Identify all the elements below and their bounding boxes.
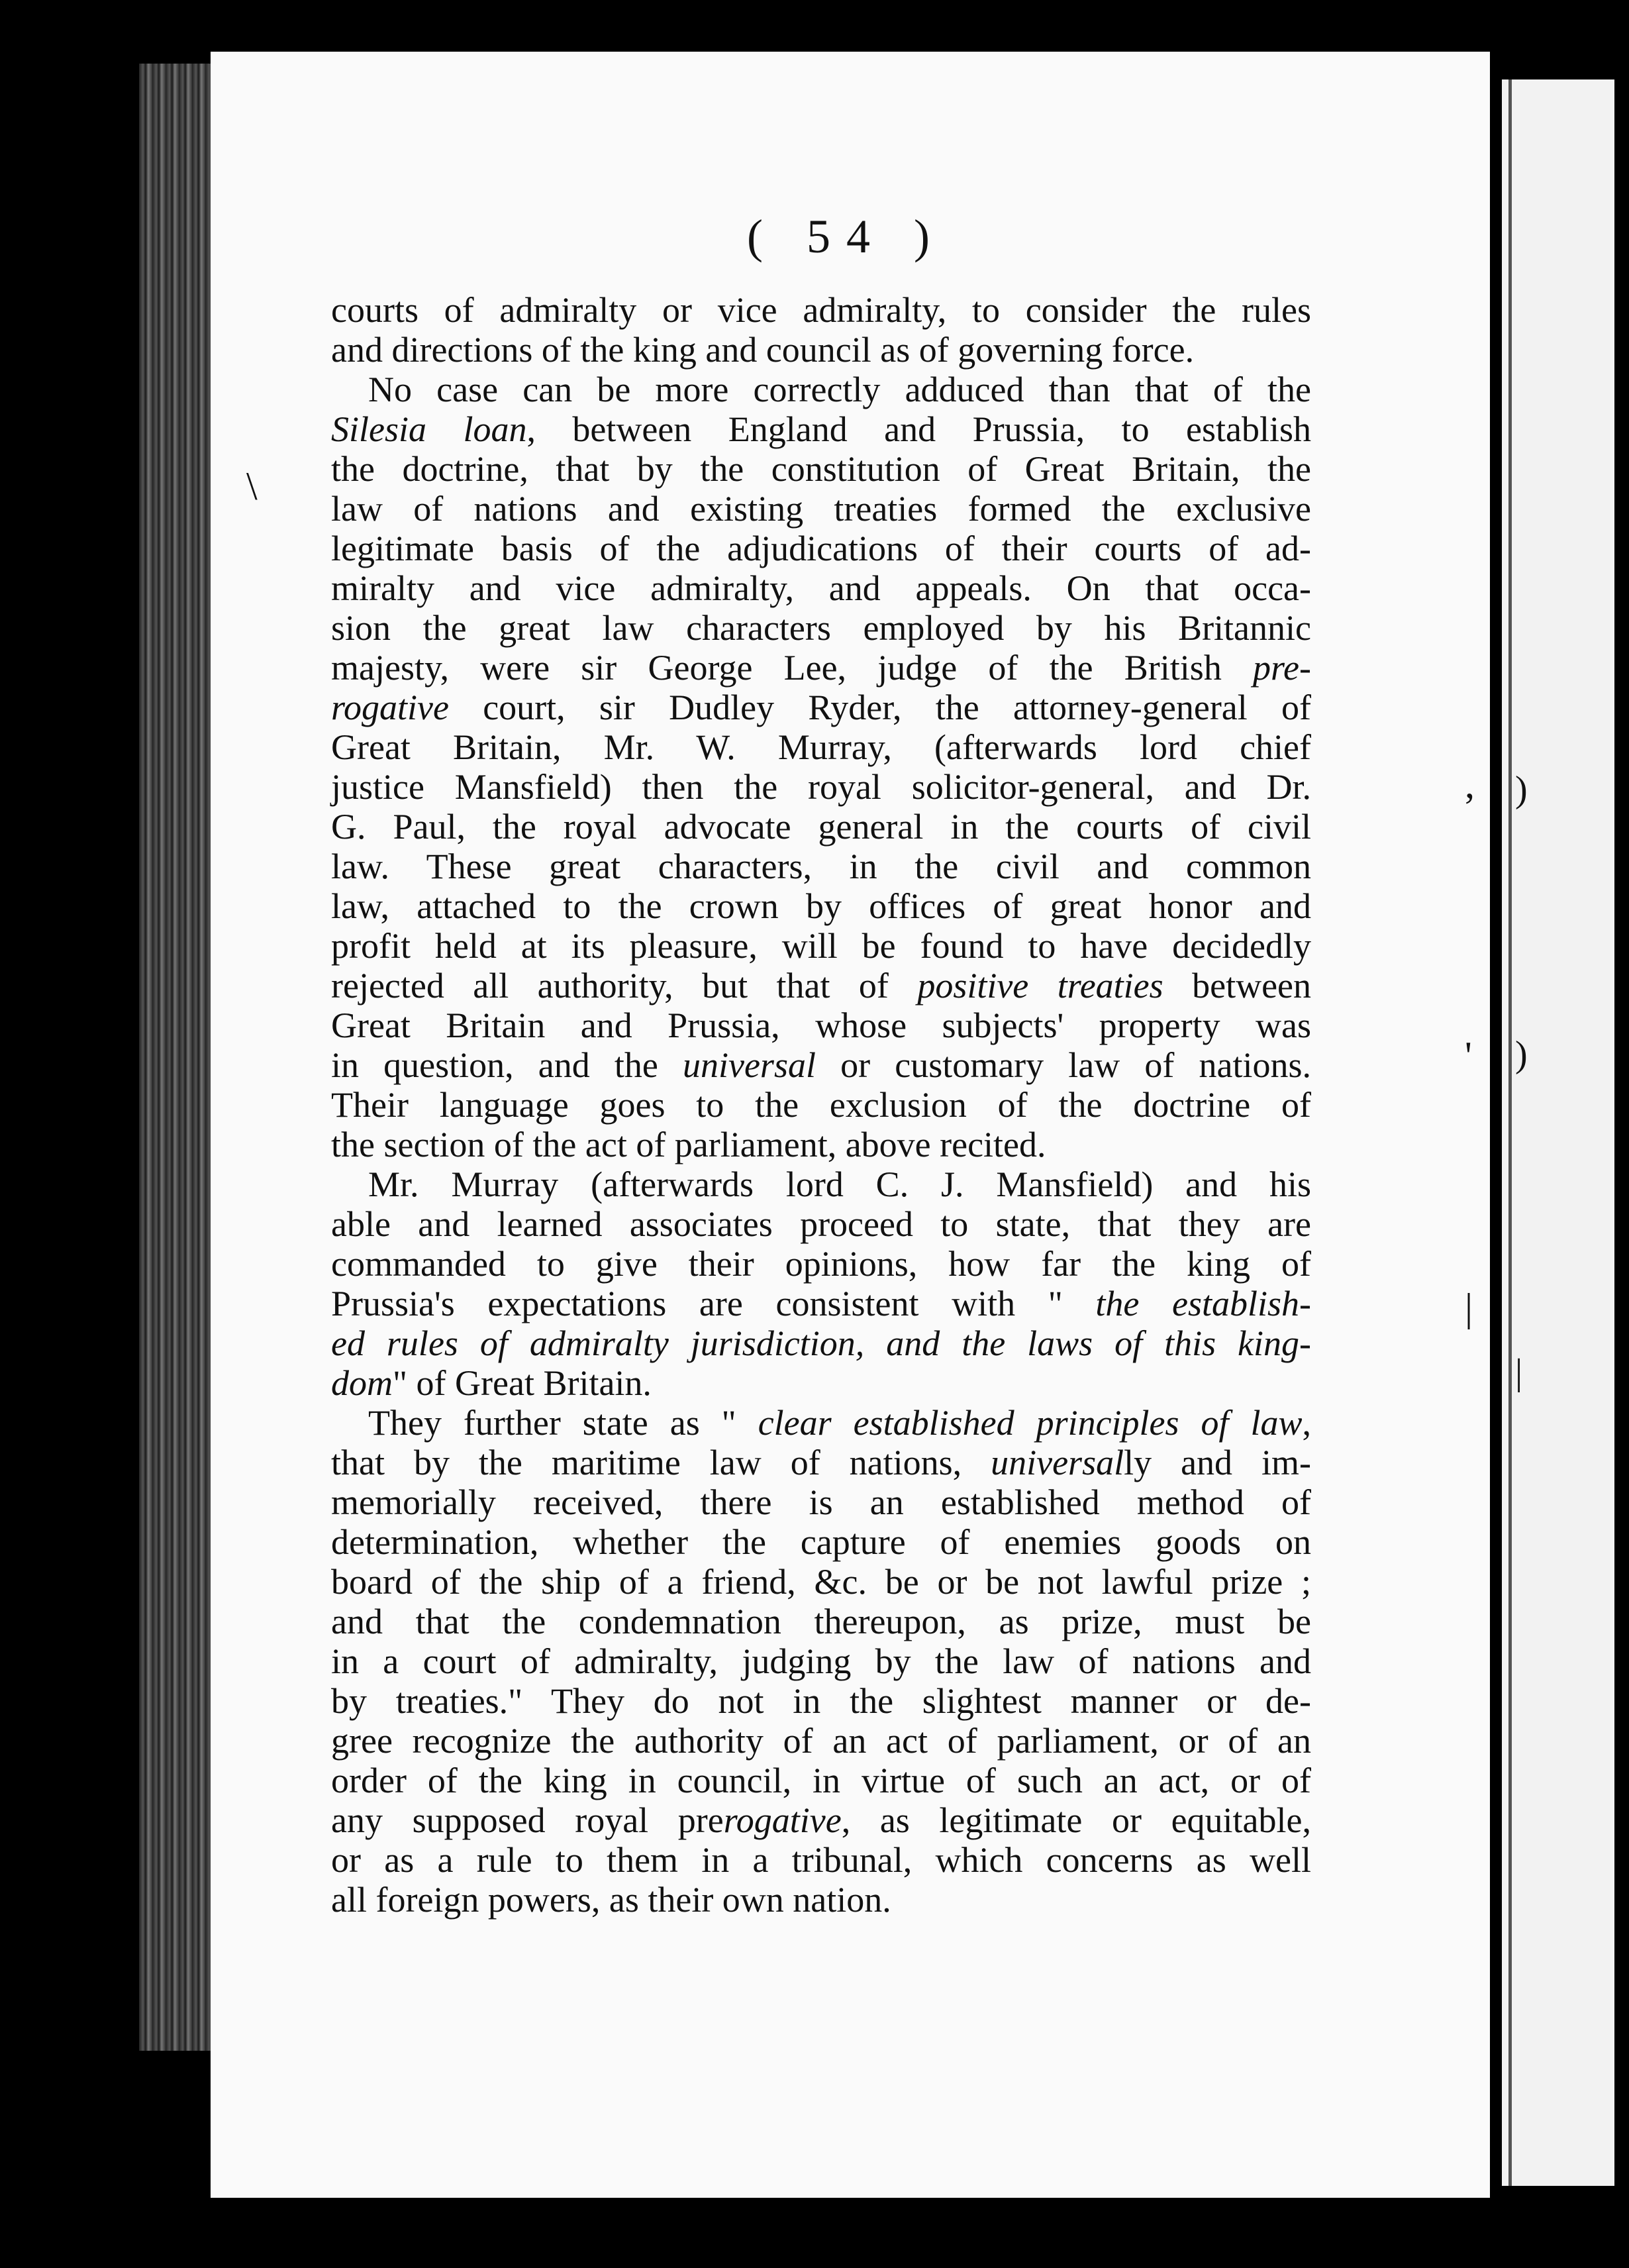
- text-line: dom" of Great Britain.: [331, 1363, 652, 1403]
- text-line: by treaties." They do not in the slightest manner or de-: [331, 1681, 1311, 1721]
- facing-page-mark: ): [1515, 769, 1528, 810]
- text-line: sion the great law characters employed by his Britannic: [331, 608, 1311, 648]
- text-line: commanded to give their opinions, how far the king of: [331, 1244, 1311, 1284]
- facing-page-mark: |: [1515, 1352, 1523, 1393]
- text-line: determination, whether the capture of enemies goods on: [331, 1522, 1311, 1562]
- text-line: Their language goes to the exclusion of the doctrine of: [331, 1085, 1311, 1125]
- text-line: profit held at its pleasure, will be found to have decidedly: [331, 926, 1311, 966]
- text-line: law, attached to the crown by offices of great honor and: [331, 886, 1311, 926]
- text-line: Prussia's expectations are consistent with " the establish-: [331, 1284, 1311, 1323]
- text-line: that by the maritime law of nations, universally and im-: [331, 1443, 1311, 1482]
- paragraph: [331, 290, 1311, 370]
- margin-mark: \: [246, 464, 258, 508]
- text-line: justice Mansfield) then the royal solicitor-general, and Dr.: [331, 767, 1311, 807]
- text-line: Great Britain and Prussia, whose subjects' property was: [331, 1005, 1311, 1045]
- text-line: law of nations and existing treaties formed the exclusive: [331, 489, 1311, 529]
- text-line: rogative court, sir Dudley Ryder, the attorney-general of: [331, 688, 1311, 727]
- text-line: able and learned associates proceed to state, that they are: [331, 1204, 1311, 1244]
- paragraph: [331, 370, 1311, 1164]
- text-line: board of the ship of a friend, &c. be or be not lawful prize ;: [331, 1562, 1311, 1602]
- paragraph: [331, 1403, 1311, 1920]
- text-line: miralty and vice admiralty, and appeals. On that occa-: [331, 568, 1311, 608]
- text-line: majesty, were sir George Lee, judge of the British pre-: [331, 648, 1311, 688]
- text-line: They further state as " clear established principles of law,: [368, 1403, 1311, 1443]
- facing-page-rule: [1508, 79, 1512, 2186]
- book-binding: [139, 64, 212, 2051]
- text-line: order of the king in council, in virtue of such an act, or of: [331, 1761, 1311, 1800]
- text-line: and that the condemnation thereupon, as prize, must be: [331, 1602, 1311, 1641]
- text-line: in a court of admiralty, judging by the law of nations and: [331, 1641, 1311, 1681]
- text-line: the section of the act of parliament, above recited.: [331, 1125, 1046, 1164]
- margin-mark: |: [1465, 1286, 1473, 1329]
- text-line: Great Britain, Mr. W. Murray, (afterwards lord chief: [331, 727, 1311, 767]
- text-line: all foreign powers, as their own nation.: [331, 1880, 891, 1920]
- text-line: legitimate basis of the adjudications of their courts of ad-: [331, 529, 1311, 568]
- paragraph: [331, 1164, 1311, 1403]
- text-line: the doctrine, that by the constitution of Great Britain, the: [331, 449, 1311, 489]
- text-line: in question, and the universal or customary law of nations.: [331, 1045, 1312, 1085]
- text-line: G. Paul, the royal advocate general in the courts of civil: [331, 807, 1311, 847]
- margin-mark: ,: [1465, 762, 1475, 806]
- text-line: memorially received, there is an established method of: [331, 1482, 1311, 1522]
- facing-page-mark: ): [1515, 1034, 1528, 1075]
- text-line: rejected all authority, but that of positive treaties between: [331, 966, 1312, 1005]
- text-line: No case can be more correctly adduced than that of the: [368, 370, 1311, 409]
- margin-mark: ': [1465, 1034, 1472, 1078]
- text-line: courts of admiralty or vice admiralty, to consider the rules: [331, 290, 1311, 330]
- text-line: or as a rule to them in a tribunal, which concerns as well: [331, 1840, 1311, 1880]
- text-line: and directions of the king and council as of governing force.: [331, 330, 1195, 370]
- text-line: any supposed royal prerogative, as legitimate or equitable,: [331, 1800, 1311, 1840]
- facing-page-edge: [1502, 79, 1614, 2186]
- text-line: gree recognize the authority of an act of parliament, or of an: [331, 1721, 1311, 1761]
- text-line: ed rules of admiralty jurisdiction, and the laws of this king-: [331, 1323, 1311, 1363]
- page-number: ( 54 ): [747, 210, 946, 263]
- text-line: Mr. Murray (afterwards lord C. J. Mansfield) and his: [368, 1164, 1311, 1204]
- text-line: law. These great characters, in the civil and common: [331, 847, 1311, 886]
- body-text: [331, 290, 1311, 1920]
- text-line: Silesia loan, between England and Prussia, to establish: [331, 409, 1311, 449]
